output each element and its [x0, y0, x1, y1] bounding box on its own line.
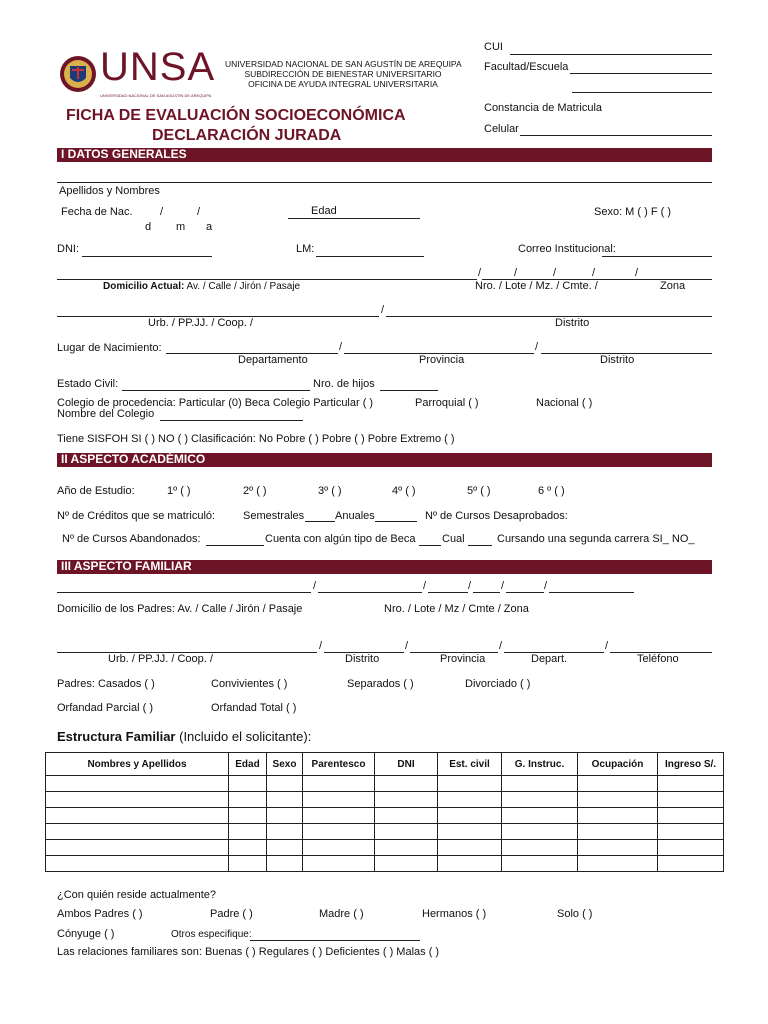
table-cell[interactable] — [229, 808, 267, 824]
slash: / — [478, 267, 482, 279]
edad-field[interactable] — [288, 218, 420, 219]
col-ingreso: Ingreso S/. — [658, 753, 724, 776]
padres-cmte-field[interactable] — [506, 592, 544, 593]
table-cell[interactable] — [438, 824, 502, 840]
anio-estudio-label: Año de Estudio: — [57, 485, 135, 497]
domicilio-label-rest: Av. / Calle / Jirón / Pasaje — [184, 281, 301, 292]
slash: / — [592, 267, 596, 279]
table-cell[interactable] — [229, 776, 267, 792]
table-cell[interactable] — [267, 792, 303, 808]
facultad-label: Facultad/Escuela — [484, 61, 569, 73]
facultad-field-2[interactable] — [572, 92, 712, 93]
padres-distrito-label: Distrito — [345, 653, 380, 665]
date-m: m — [176, 221, 186, 233]
table-cell[interactable] — [229, 792, 267, 808]
table-row — [46, 824, 724, 840]
table-cell[interactable] — [267, 776, 303, 792]
nro-lote-label: Nro. / Lote / Mz. / Cmte. / — [475, 280, 598, 292]
estructura-bold: Estructura Familiar — [57, 729, 176, 744]
date-d: d — [145, 221, 152, 233]
apellidos-field[interactable] — [57, 182, 712, 183]
table-cell[interactable] — [578, 840, 658, 856]
constancia-label: Constancia de Matricula — [484, 102, 603, 114]
table-cell[interactable] — [658, 840, 724, 856]
semestrales-field[interactable] — [305, 521, 335, 522]
separados-option[interactable]: Separados ( ) — [347, 678, 414, 690]
section-aspecto-academico — [57, 453, 712, 467]
slash: / — [544, 580, 548, 592]
table-cell[interactable] — [438, 792, 502, 808]
table-cell[interactable] — [578, 824, 658, 840]
reside-question: ¿Con quién reside actualmente? — [57, 889, 216, 901]
cual-field[interactable] — [468, 545, 492, 546]
table-row — [46, 840, 724, 856]
beca-field[interactable] — [419, 545, 441, 546]
table-cell[interactable] — [438, 808, 502, 824]
family-structure-table — [45, 752, 724, 872]
padres-depart-label: Depart. — [531, 653, 568, 665]
table-row — [46, 856, 724, 872]
year-6-option[interactable]: 6 º ( ) — [538, 485, 565, 497]
correo-label: Correo Institucional: — [518, 243, 616, 255]
padres-urb-label: Urb. / PP.JJ. / Coop. / — [108, 653, 213, 665]
table-cell[interactable] — [303, 856, 375, 872]
date-slash: / — [197, 206, 201, 218]
table-cell[interactable] — [375, 824, 438, 840]
cual-label: Cual — [442, 533, 465, 545]
form-title-line2: DECLARACIÓN JURADA — [152, 127, 342, 144]
table-cell[interactable] — [578, 808, 658, 824]
university-name: UNIVERSIDAD NACIONAL DE SAN AGUSTÍN DE AREQUIPA — [225, 59, 462, 69]
distrito-label: Distrito — [555, 317, 590, 329]
slash: / — [313, 580, 317, 592]
table-cell[interactable] — [267, 808, 303, 824]
hermanos-option[interactable]: Hermanos ( ) — [422, 908, 487, 920]
table-cell[interactable] — [578, 856, 658, 872]
estado-civil-label: Estado Civil: — [57, 378, 119, 390]
table-cell[interactable] — [46, 776, 229, 792]
col-sexo: Sexo — [267, 753, 303, 776]
seal-caption: UNIVERSIDAD NACIONAL DE SAN AGUSTÍN DE AREQUIPA — [100, 93, 212, 98]
table-cell[interactable] — [658, 776, 724, 792]
celular-field[interactable] — [520, 135, 712, 136]
table-cell[interactable] — [438, 840, 502, 856]
apellidos-label: Apellidos y Nombres — [59, 185, 160, 197]
parroquial-option[interactable]: Parroquial ( ) — [415, 397, 479, 409]
abandonados-field[interactable] — [206, 545, 264, 546]
provincia-label: Provincia — [419, 354, 465, 366]
desaprobados-label: Nº de Cursos Desaprobados: — [425, 510, 568, 522]
padre-option[interactable]: Padre ( ) — [210, 908, 253, 920]
table-cell[interactable] — [375, 808, 438, 824]
estado-civil-field[interactable] — [122, 390, 310, 391]
convivientes-option[interactable]: Convivientes ( ) — [211, 678, 288, 690]
nacional-option[interactable]: Nacional ( ) — [536, 397, 593, 409]
otros-field[interactable] — [250, 940, 420, 941]
table-cell[interactable] — [303, 792, 375, 808]
table-cell[interactable] — [303, 824, 375, 840]
cui-field[interactable] — [510, 54, 712, 55]
orfandad-total-option[interactable]: Orfandad Total ( ) — [211, 702, 297, 714]
slash: / — [405, 640, 409, 652]
table-cell[interactable] — [502, 792, 578, 808]
table-cell[interactable] — [267, 824, 303, 840]
slash: / — [319, 640, 323, 652]
lugar-distrito-label: Distrito — [600, 354, 635, 366]
nombre-colegio-field[interactable] — [160, 420, 303, 421]
institution-block — [225, 59, 461, 89]
abandonados-label: Nº de Cursos Abandonados: — [62, 533, 201, 545]
cui-label: CUI — [484, 41, 503, 53]
lm-field[interactable] — [316, 256, 424, 257]
dni-field[interactable] — [82, 256, 212, 257]
table-cell[interactable] — [502, 776, 578, 792]
facultad-field[interactable] — [570, 73, 712, 74]
table-row — [46, 776, 724, 792]
orfandad-parcial-option[interactable]: Orfandad Parcial ( ) — [57, 702, 153, 714]
section-datos-generales — [57, 148, 712, 162]
table-cell[interactable] — [502, 808, 578, 824]
table-cell[interactable] — [438, 776, 502, 792]
university-seal — [58, 48, 98, 110]
subdireccion-name: SUBDIRECCIÓN DE BIENESTAR UNIVERSITARIO — [244, 69, 442, 79]
table-cell[interactable] — [267, 856, 303, 872]
padres-provincia-label: Provincia — [440, 653, 486, 665]
table-cell[interactable] — [303, 776, 375, 792]
slash: / — [468, 580, 472, 592]
beca-label: Cuenta con algún tipo de Beca — [265, 533, 416, 545]
form-title-line1: FICHA DE EVALUACIÓN SOCIOECONÓMICA — [66, 107, 406, 124]
col-est-civil: Est. civil — [438, 753, 502, 776]
creditos-label: Nº de Créditos que se matriculó: — [57, 510, 216, 522]
table-cell[interactable] — [375, 856, 438, 872]
slash: / — [514, 267, 518, 279]
table-cell[interactable] — [578, 776, 658, 792]
correo-field[interactable] — [602, 256, 712, 257]
lm-label: LM: — [296, 243, 315, 255]
urb-label: Urb. / PP.JJ. / Coop. / — [148, 317, 253, 329]
slash: / — [501, 580, 505, 592]
domicilio-label — [103, 281, 300, 292]
table-cell[interactable] — [267, 840, 303, 856]
year-4-option[interactable]: 4º ( ) — [392, 485, 416, 497]
edad-label: Edad — [311, 205, 337, 217]
table-cell[interactable] — [658, 792, 724, 808]
table-cell[interactable] — [303, 840, 375, 856]
table-cell[interactable] — [46, 808, 229, 824]
section-title: I DATOS GENERALES — [61, 147, 187, 161]
year-2-option[interactable]: 2º ( ) — [243, 485, 267, 497]
year-3-option[interactable]: 3º ( ) — [318, 485, 342, 497]
anuales-field[interactable] — [375, 521, 417, 522]
dni-label: DNI: — [57, 243, 79, 255]
table-cell[interactable] — [46, 824, 229, 840]
divorciado-option[interactable]: Divorciado ( ) — [465, 678, 531, 690]
conyuge-option[interactable]: Cónyuge ( ) — [57, 928, 115, 940]
nro-hijos-field[interactable] — [380, 390, 438, 391]
table-cell[interactable] — [502, 824, 578, 840]
slash: / — [535, 341, 539, 353]
lugar-nac-label: Lugar de Nacimiento: — [57, 342, 162, 354]
table-cell[interactable] — [375, 776, 438, 792]
padres-zona-field[interactable] — [549, 592, 634, 593]
fecha-nac-label: Fecha de Nac. — [61, 206, 133, 218]
slash: / — [635, 267, 639, 279]
table-cell[interactable] — [375, 792, 438, 808]
slash: / — [499, 640, 503, 652]
section-title: II ASPECTO ACADÉMICO — [61, 452, 206, 466]
col-edad: Edad — [229, 753, 267, 776]
table-cell[interactable] — [229, 840, 267, 856]
madre-option[interactable]: Madre ( ) — [319, 908, 364, 920]
nro-hijos-label: Nro. de hijos — [313, 378, 375, 390]
date-slash: / — [160, 206, 164, 218]
padres-mz-field[interactable] — [473, 592, 500, 593]
padres-nro-label: Nro. / Lote / Mz / Cmte / Zona — [384, 603, 529, 615]
col-parentesco: Parentesco — [303, 753, 375, 776]
table-row — [46, 808, 724, 824]
relaciones-familiares[interactable]: Las relaciones familiares son: Buenas ( ) Regulares ( ) Deficientes ( ) Malas ( ) — [57, 946, 440, 958]
slash: / — [381, 304, 385, 316]
domicilio-padres-label: Domicilio de los Padres: Av. / Calle / Jirón / Pasaje — [57, 603, 303, 615]
padres-telefono-label: Teléfono — [637, 653, 679, 665]
table-cell[interactable] — [658, 856, 724, 872]
domicilio-padres-field[interactable] — [57, 592, 311, 593]
section-aspecto-familiar — [57, 560, 712, 574]
table-cell[interactable] — [658, 808, 724, 824]
nombre-colegio-label: Nombre del Colegio — [57, 408, 155, 420]
celular-label: Celular — [484, 123, 519, 135]
ambos-padres-option[interactable]: Ambos Padres ( ) — [57, 908, 143, 920]
col-dni: DNI — [375, 753, 438, 776]
date-a: a — [206, 221, 213, 233]
table-cell[interactable] — [229, 824, 267, 840]
table-cell[interactable] — [46, 792, 229, 808]
domicilio-label-bold: Domicilio Actual: — [103, 281, 185, 292]
oficina-name: OFICINA DE AYUDA INTEGRAL UNIVERSITARIA — [248, 79, 438, 89]
table-row — [46, 792, 724, 808]
slash: / — [339, 341, 343, 353]
table-cell[interactable] — [578, 792, 658, 808]
anuales-label: Anuales — [335, 510, 375, 522]
slash: / — [605, 640, 609, 652]
table-header-row — [46, 753, 724, 776]
colegio-label: Colegio de procedencia: Particular (0) Beca Colegio Particular ( ) — [57, 397, 374, 409]
table-cell[interactable] — [502, 840, 578, 856]
estructura-familiar-heading — [57, 729, 311, 744]
sexo-label[interactable]: Sexo: M ( ) F ( ) — [594, 206, 671, 218]
otros-label: Otros especifique: — [171, 929, 252, 940]
semestrales-label: Semestrales — [243, 510, 305, 522]
table-cell[interactable] — [658, 824, 724, 840]
sisfoh-label[interactable]: Tiene SISFOH SI ( ) NO ( ) Clasificación: No Pobre ( ) Pobre ( ) Pobre Extremo ( ) — [57, 433, 455, 445]
casados-option[interactable]: Padres: Casados ( ) — [57, 678, 155, 690]
segunda-carrera-label[interactable]: Cursando una segunda carrera SI_ NO_ — [497, 533, 695, 545]
year-5-option[interactable]: 5º ( ) — [467, 485, 491, 497]
table-cell[interactable] — [375, 840, 438, 856]
table-cell[interactable] — [46, 840, 229, 856]
year-1-option[interactable]: 1º ( ) — [167, 485, 191, 497]
col-g-instruc: G. Instruc. — [502, 753, 578, 776]
slash: / — [423, 580, 427, 592]
section-title: III ASPECTO FAMILIAR — [61, 559, 192, 573]
table-cell[interactable] — [438, 856, 502, 872]
table-cell[interactable] — [229, 856, 267, 872]
zona-label: Zona — [660, 280, 686, 292]
padres-nro-field[interactable] — [318, 592, 422, 593]
padres-lote-field[interactable] — [428, 592, 468, 593]
departamento-label: Departamento — [238, 354, 308, 366]
col-nombres: Nombres y Apellidos — [46, 753, 229, 776]
domicilio-field[interactable] — [57, 279, 477, 280]
table-cell[interactable] — [502, 856, 578, 872]
table-cell[interactable] — [303, 808, 375, 824]
estructura-rest: (Incluido el solicitante): — [175, 729, 312, 744]
col-ocupacion: Ocupación — [578, 753, 658, 776]
logo-text: UNSA — [100, 45, 216, 89]
solo-option[interactable]: Solo ( ) — [557, 908, 593, 920]
table-cell[interactable] — [46, 856, 229, 872]
distrito-field[interactable] — [386, 316, 712, 317]
slash: / — [553, 267, 557, 279]
